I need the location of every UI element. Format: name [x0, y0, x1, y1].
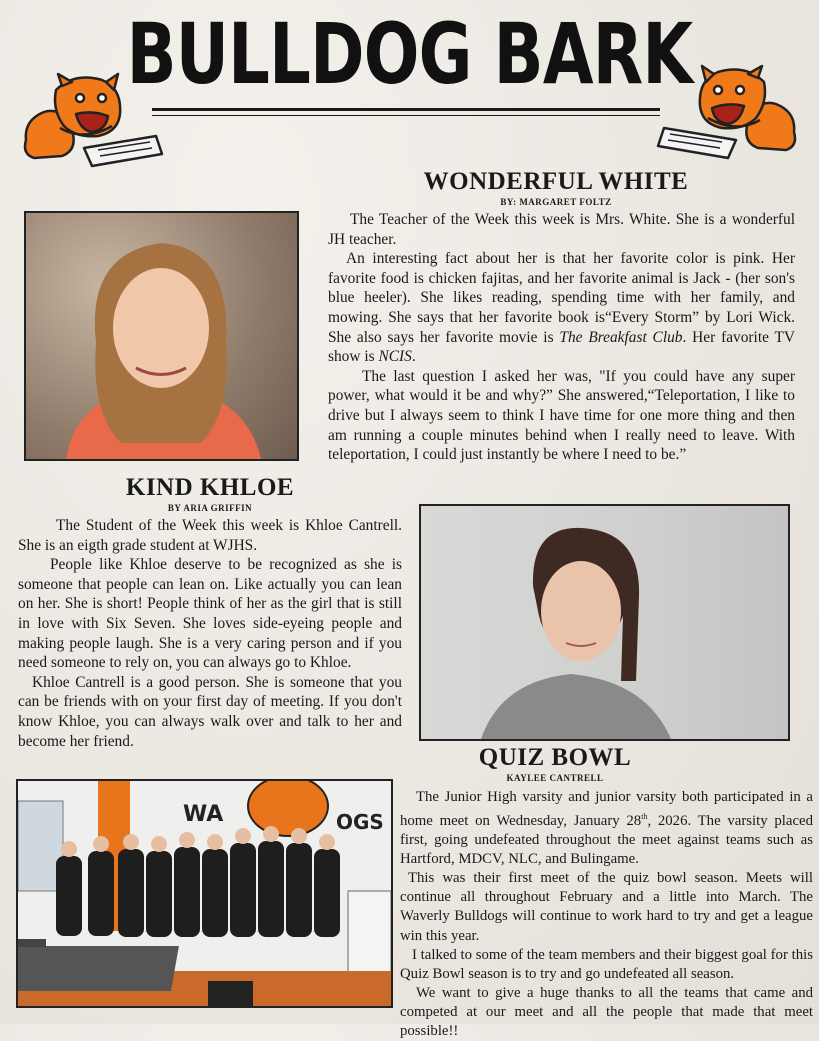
student-byline: BY ARIA GRIFFIN [167, 503, 253, 513]
masthead-rule [152, 108, 660, 111]
masthead-title: BULLDOG BARK [126, 5, 693, 103]
teacher-paragraph-2: An interesting fact about her is that her favorite color is pink. Her favorite food is chicken fajitas, and her favorite animal is Jack - (her son's blue heeler). She likes reading, spending time with her family, and mowing. She says that her favorite book is“Every Storm” by Lori Wick. She also says her favorite movie is The Breakfast Club. Her favorite TV show is NCIS. [328, 250, 795, 366]
student-article-body [18, 516, 402, 751]
teacher-article-body [328, 210, 795, 465]
quiz-paragraph-4: We want to give a huge thanks to all the teams that came and competed at our meet and all the people that made that meet possible!! [400, 984, 813, 1040]
teacher-paragraph-1: The Teacher of the Week this week is Mrs. White. She is a wonderful JH teacher. [328, 211, 795, 248]
quiz-paragraph-3: I talked to some of the team members and their biggest goal for this Quiz Bowl season is to try and go undefeated all season. [400, 946, 813, 982]
quiz-headline: QUIZ BOWL [478, 744, 632, 771]
teacher-headline: WONDERFUL WHITE [423, 168, 689, 195]
teacher-photo [24, 211, 299, 461]
quiz-team-photo [16, 779, 393, 1008]
quiz-byline: KAYLEE CANTRELL [506, 773, 604, 783]
quiz-paragraph-2: This was their first meet of the quiz bowl season. Meets will continue all throughout February and a little into March. The Waverly Bulldogs will continue to work hard to try and get a league win this year. [400, 870, 813, 944]
student-photo [419, 504, 790, 741]
masthead-rule-thin [152, 115, 660, 116]
portrait-figure-icon [421, 506, 788, 739]
student-headline: KIND KHLOE [125, 474, 295, 501]
portrait-figure-icon [26, 213, 297, 459]
svg-text:OGS: OGS [336, 810, 384, 834]
quiz-article-body [400, 788, 813, 1041]
svg-text:WA: WA [183, 802, 224, 827]
team-photo-scene [18, 781, 391, 1006]
teacher-paragraph-3: The last question I asked her was, "If you could have any super power, what would it be and why?” She answered,“Teleportation, I like to drive but I always seem to think I have time for one more thing and then am running a couple minutes behind when I really need to leave. With teleportation, I could just instantly be where I need to be.” [328, 367, 795, 464]
quiz-paragraph-1: The Junior High varsity and junior varsity both participated in a home meet on Wednesday, January 28th, 2026. The varsity placed first, going undefeated throughout the meet against teams such as Hartford, MDCV, NLC, and Bulingame. [400, 789, 813, 868]
student-paragraph-2: People like Khloe deserve to be recognized as she is someone that people can lean on. Like actually you can lean on her. She is short! People think of her as the girl that is still in love with Six Seven. She loves side-eyeing people and making people laugh. She is a very caring person and if you need someone to rely on, you can always go to Khloe. [18, 556, 402, 672]
student-paragraph-1: The Student of the Week this week is Khloe Cantrell. She is an eigth grade student at WJHS. [18, 517, 402, 554]
teacher-byline: BY: MARGARET FOLTZ [500, 197, 612, 207]
bulldog-mascot-icon [656, 62, 806, 162]
student-paragraph-3: Khloe Cantrell is a good person. She is someone that you can be friends with on your first day of meeting. If you don't know Khloe, you can always walk over and talk to her and become her friend. [18, 673, 402, 750]
bulldog-mascot-icon [14, 70, 164, 170]
